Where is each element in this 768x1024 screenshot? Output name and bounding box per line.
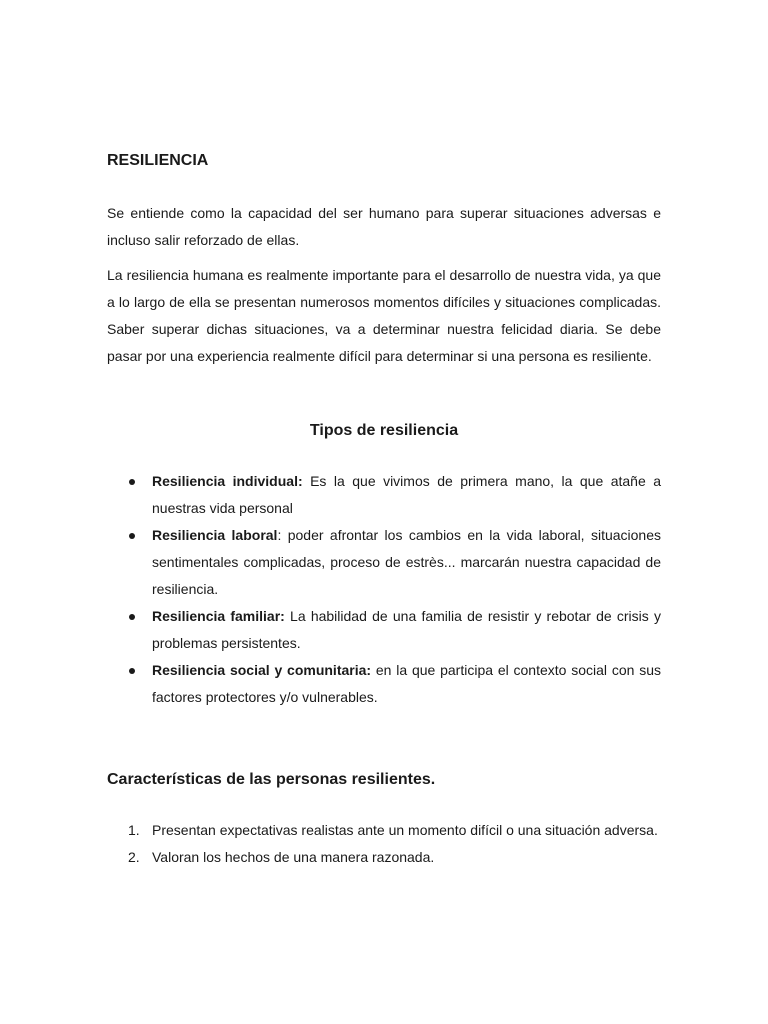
list-item: [107, 468, 661, 522]
list-item-text: Es la que vivimos de primera mano, la que atañe a nuestras vida personal: [152, 473, 662, 516]
list-item-text: : poder afrontar los cambios en la vida laboral, situaciones sentimentales complicadas, proceso de estrès... marcarán nuestra capacidad de resiliencia.: [152, 527, 661, 597]
document-title: RESILIENCIA: [107, 152, 209, 169]
list-item: [107, 844, 661, 871]
list-item-term: Resiliencia social y comunitaria:: [152, 662, 372, 678]
types-heading: Tipos de resiliencia: [309, 422, 459, 439]
characteristics-heading: Características de las personas resilientes.: [107, 771, 436, 788]
document-page: [107, 150, 661, 871]
list-item-term: Resiliencia individual:: [152, 473, 303, 489]
list-item-number: 1.: [128, 822, 140, 838]
list-item-text: en la que participa el contexto social con sus factores protectores y/o vulnerables.: [152, 662, 662, 705]
bullet-icon: [129, 668, 135, 674]
list-item-text: Presentan expectativas realistas ante un momento difícil o una situación adversa.: [152, 822, 658, 838]
list-item-text: Valoran los hechos de una manera razonada.: [152, 849, 435, 865]
list-item: [107, 603, 661, 657]
paragraph-importance: La resiliencia humana es realmente importante para el desarrollo de nuestra vida, ya que a lo largo de ella se presentan numerosos momentos difíciles y situaciones complicadas. Saber superar dichas situaciones, va a determinar nuestra felicidad diaria. Se debe pasar por una experiencia realmente difícil para determinar si una persona es resiliente.: [107, 267, 661, 364]
paragraph-definition: Se entiende como la capacidad del ser humano para superar situaciones adversas e incluso salir reforzado de ellas.: [107, 205, 661, 248]
list-item: [107, 817, 661, 844]
types-list: [107, 468, 661, 711]
bullet-icon: [129, 614, 135, 620]
list-item-term: Resiliencia familiar:: [152, 608, 285, 624]
list-item: [107, 522, 661, 603]
list-item-term: Resiliencia laboral: [152, 527, 278, 543]
list-item-text: La habilidad de una familia de resistir y rebotar de crisis y problemas persistentes.: [152, 608, 661, 651]
bullet-icon: [129, 533, 135, 539]
characteristics-list: [107, 817, 661, 871]
list-item: [107, 657, 661, 711]
bullet-icon: [129, 479, 135, 485]
list-item-number: 2.: [128, 849, 140, 865]
